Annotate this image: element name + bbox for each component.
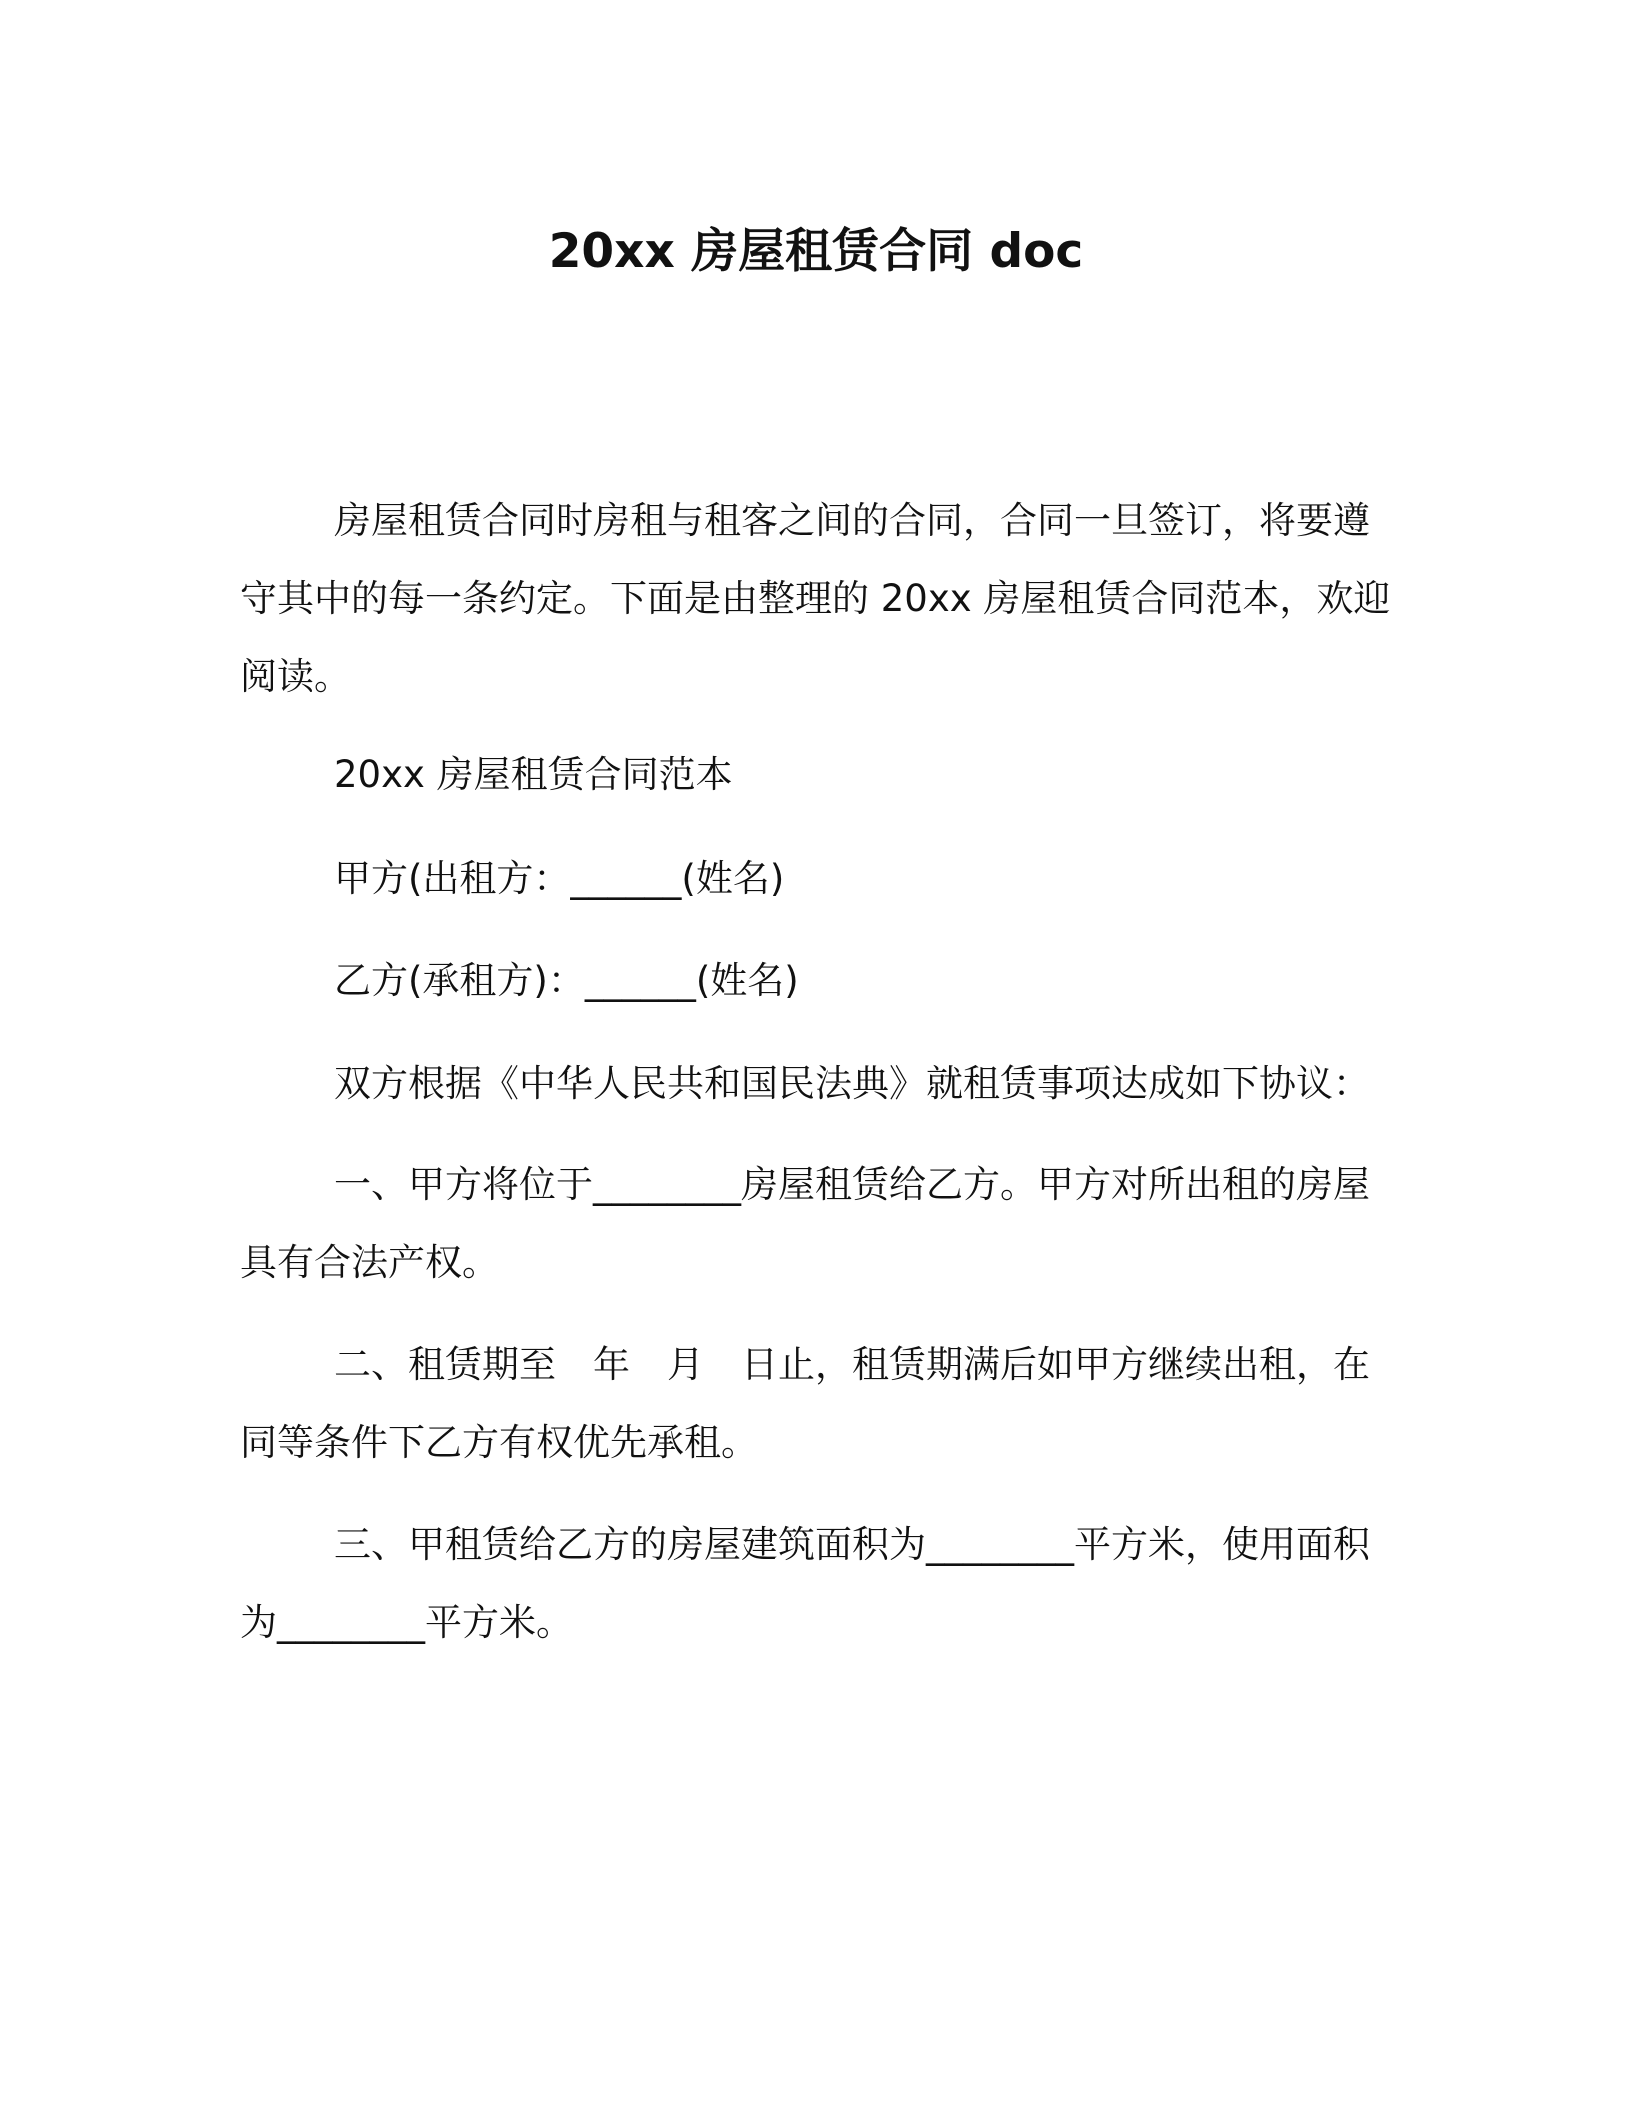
document-title: 20xx 房屋租赁合同 doc	[548, 224, 1084, 279]
agreement-intro	[240, 1045, 1400, 1123]
intro-line-2: 守其中的每一条约定。下面是由整理的 20xx 房屋租赁合同范本，欢迎	[240, 577, 1391, 620]
intro-paragraph	[240, 482, 1400, 716]
clause-3-line-1: 三、甲租赁给乙方的房屋建筑面积为________平方米，使用面积	[334, 1523, 1370, 1566]
clause-3-line-2: 为________平方米。	[240, 1601, 573, 1644]
clause-2	[240, 1326, 1400, 1482]
party-a-line	[240, 840, 1400, 918]
clause-3	[240, 1506, 1400, 1662]
contract-subtitle	[240, 736, 1400, 814]
subtitle-line: 20xx 房屋租赁合同范本	[334, 753, 733, 796]
clause-1-line-2: 具有合法产权。	[240, 1241, 499, 1284]
party-b-text: 乙方(承租方)：______(姓名)	[334, 959, 799, 1002]
agreement-intro-text: 双方根据《中华人民共和国民法典》就租赁事项达成如下协议：	[334, 1062, 1370, 1105]
party-a-text: 甲方(出租方：______(姓名)	[334, 857, 785, 900]
intro-line-3: 阅读。	[240, 655, 351, 698]
clause-1	[240, 1146, 1400, 1302]
intro-line-1: 房屋租赁合同时房租与租客之间的合同，合同一旦签订，将要遵	[334, 499, 1370, 542]
clause-1-line-1: 一、甲方将位于________房屋租赁给乙方。甲方对所出租的房屋	[334, 1163, 1370, 1206]
party-b-line	[240, 942, 1400, 1020]
clause-2-line-2: 同等条件下乙方有权优先承租。	[240, 1421, 758, 1464]
clause-2-line-1: 二、租赁期至 年 月 日止，租赁期满后如甲方继续出租，在	[334, 1343, 1370, 1386]
